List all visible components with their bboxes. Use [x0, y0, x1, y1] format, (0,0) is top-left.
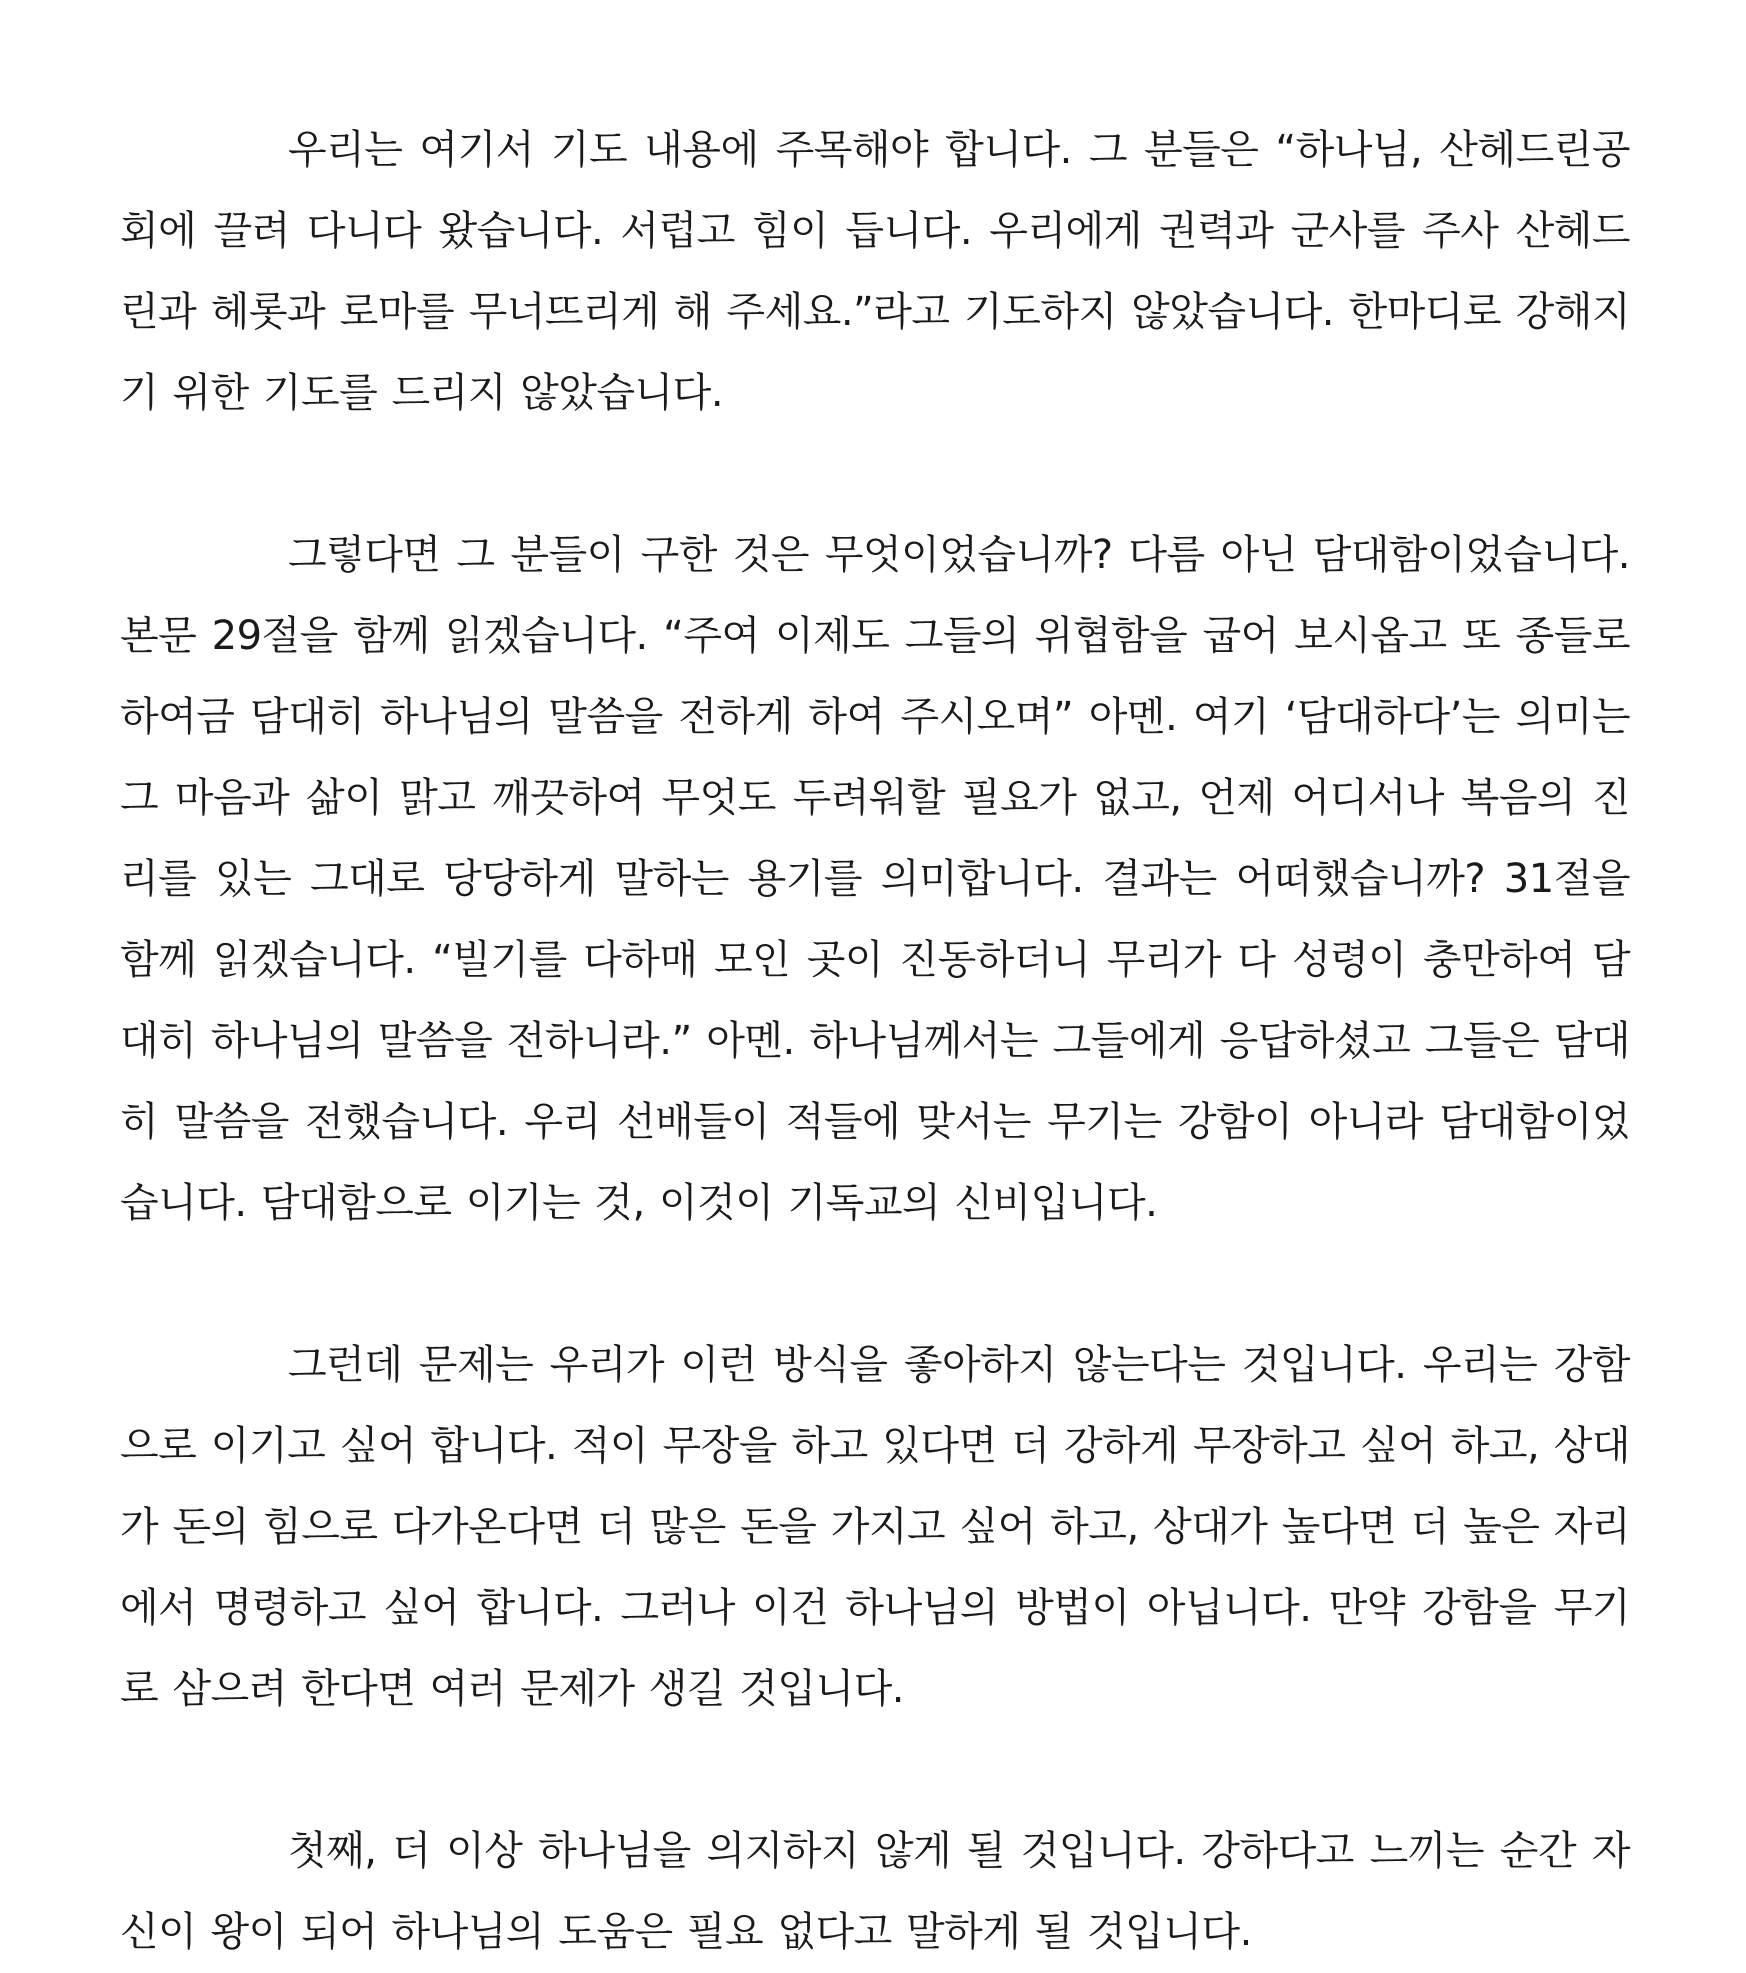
paragraph-problem: 그런데 문제는 우리가 이런 방식을 좋아하지 않는다는 것입니다. 우리는 강함으로 이기고 싶어 합니다. 적이 무장을 하고 있다면 더 강하게 무장하고 싶어 하고, 상대가 돈의 힘으로 다가온다면 더 많은 돈을 가지고 싶어 하고, 상대가 높다면 더 높은 자리에서 명령하고 싶어 합니다. 그러나 이건 하나님의 방법이 아닙니다. 만약 강함을 무기로 삼으려 한다면 여러 문제가 생길 것입니다.	[120, 1342, 1630, 1712]
paragraph-boldness: 그렇다면 그 분들이 구한 것은 무엇이었습니까? 다름 아닌 담대함이었습니다. 본문 29절을 함께 읽겠습니다. “주여 이제도 그들의 위협함을 굽어 보시옵고 또 종들로 하여금 담대히 하나님의 말씀을 전하게 하여 주시오며” 아멘. 여기 ‘담대하다’는 의미는 그 마음과 삶이 맑고 깨끗하여 무엇도 두려워할 필요가 없고, 언제 어디서나 복음의 진리를 있는 그대로 당당하게 말하는 용기를 의미합니다. 결과는 어떠했습니까? 31절을 함께 읽겠습니다. “빌기를 다하매 모인 곳이 진동하더니 무리가 다 성령이 충만하여 담대히 하나님의 말씀을 전하니라.” 아멘. 하나님께서는 그들에게 응답하셨고 그들은 담대히 말씀을 전했습니다. 우리 선배들이 적들에 맞서는 무기는 강함이 아니라 담대함이었습니다. 담대함으로 이기는 것, 이것이 기독교의 신비입니다.	[120, 532, 1630, 1226]
paragraph-prayer-content: 우리는 여기서 기도 내용에 주목해야 합니다. 그 분들은 “하나님, 산헤드린공회에 끌려 다니다 왔습니다. 서럽고 힘이 듭니다. 우리에게 권력과 군사를 주사 산헤드린과 헤롯과 로마를 무너뜨리게 해 주세요.”라고 기도하지 않았습니다. 한마디로 강해지기 위한 기도를 드리지 않았습니다.	[120, 127, 1630, 416]
paragraph-first-point: 첫째, 더 이상 하나님을 의지하지 않게 될 것입니다. 강하다고 느끼는 순간 자신이 왕이 되어 하나님의 도움은 필요 없다고 말하게 될 것입니다.	[120, 1828, 1630, 1955]
document-page	[120, 110, 1630, 1973]
